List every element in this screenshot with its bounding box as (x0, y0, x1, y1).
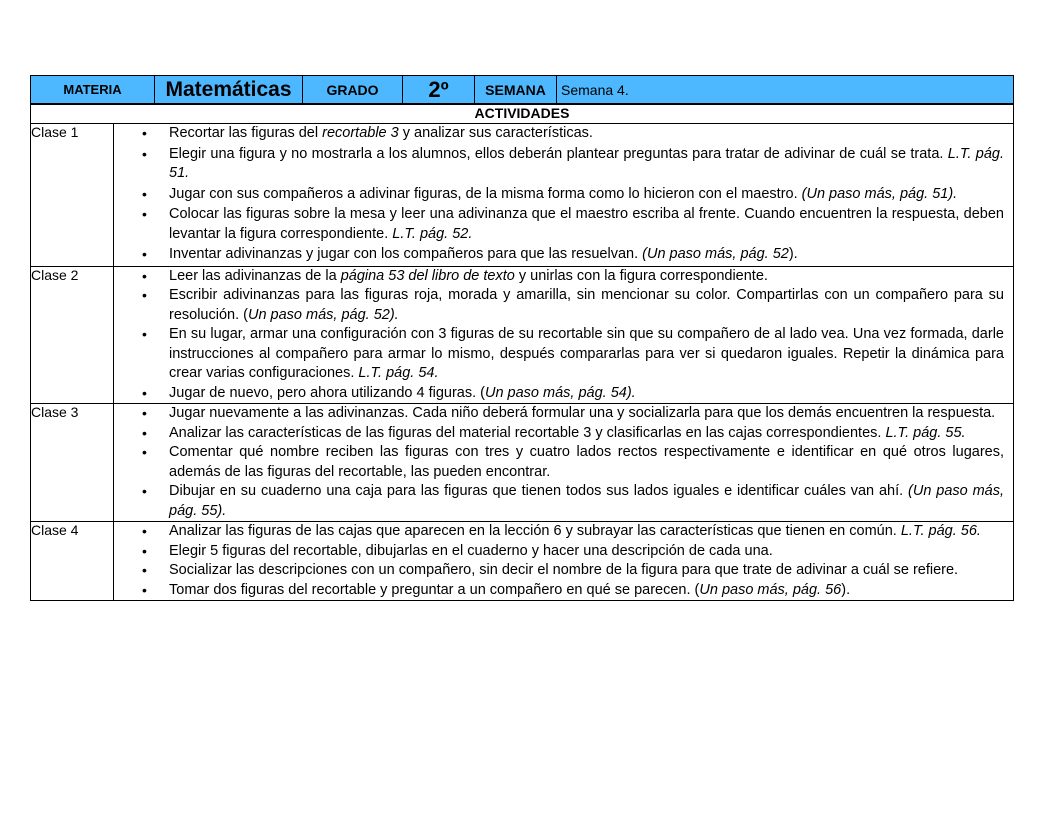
activity-reference: (Un paso más, pág. 51). (801, 185, 958, 202)
materia-value: Matemáticas (155, 76, 303, 104)
activity-list (114, 522, 1013, 600)
activity-item (114, 325, 1013, 384)
activity-text: Leer las adivinanzas de la (169, 267, 341, 284)
activity-list (114, 124, 1013, 265)
activity-reference: (Un paso más, pág. 55). (169, 483, 1004, 519)
activity-text-tail: ). (788, 246, 798, 262)
activity-list (114, 404, 1013, 521)
activity-list (114, 267, 1013, 404)
class-activities (114, 124, 1014, 267)
class-row (31, 404, 1014, 522)
activity-reference: L.T. pág. 54. (358, 365, 439, 381)
activity-item (114, 286, 1013, 325)
grado-label: GRADO (303, 76, 403, 104)
activity-text: Escribir adivinanzas para las figuras roja, morada y amarilla, sin mencionar su color. Compartirlas con un compañero para su resolución. ( (169, 287, 1004, 323)
activity-item (114, 267, 1013, 287)
activity-reference: página 53 del libro de texto (340, 267, 515, 284)
materia-label: MATERIA (31, 76, 155, 104)
activity-item (114, 124, 1013, 144)
grado-value: 2º (403, 76, 475, 104)
activity-text: Analizar las características de las figuras del material recortable 3 y clasificarlas en las cajas correspondientes. (169, 424, 886, 441)
activity-reference: recortable 3 (322, 125, 399, 141)
semana-label: SEMANA (475, 76, 557, 104)
class-label: Clase 2 (31, 266, 114, 404)
activity-reference: (Un paso más, pág. 52 (642, 246, 789, 262)
activity-text: Comentar qué nombre reciben las figuras con tres y cuatro lados rectos respectivamente e identificar en qué otros lugares, además de las figuras del recortable, las pueden encontrar. (169, 444, 1004, 480)
activity-reference: L.T. pág. 51. (169, 145, 1004, 181)
class-activities (114, 266, 1014, 404)
activity-text: Elegir una figura y no mostrarla a los alumnos, ellos deberán plantear preguntas para tratar de adivinar de cuál se trata. (169, 145, 948, 162)
activity-item (114, 443, 1013, 482)
lesson-plan-sheet (30, 75, 1013, 601)
activity-text: Analizar las figuras de las cajas que aparecen en la lección 6 y subrayar las características que tienen en común. (169, 523, 901, 539)
activity-item (114, 185, 1013, 205)
activity-reference: Un paso más, pág. 54). (484, 384, 636, 401)
semana-value: Semana 4. (557, 76, 1014, 104)
activities-table (30, 104, 1014, 601)
activity-item (114, 205, 1013, 244)
activity-item (114, 245, 1013, 265)
activity-item (114, 424, 1013, 444)
activity-reference: Un paso más, pág. 56 (699, 581, 842, 598)
activity-item (114, 482, 1013, 521)
class-activities (114, 404, 1014, 522)
header-table (30, 75, 1014, 104)
activity-text: Dibujar en su cuaderno una caja para las figuras que tienen todos sus lados iguales e identificar cuáles van ahí. (169, 483, 909, 499)
activity-text: Inventar adivinanzas y jugar con los compañeros para que las resuelvan. (169, 246, 643, 262)
activity-text: Socializar las descripciones con un compañero, sin decir el nombre de la figura para que trate de adivinar a cuál se refiere. (169, 562, 959, 578)
activity-reference: L.T. pág. 52. (392, 225, 473, 242)
activity-item (114, 561, 1013, 581)
class-row (31, 522, 1014, 601)
activity-text: Jugar con sus compañeros a adivinar figuras, de la misma forma como lo hicieron con el maestro. (169, 185, 802, 202)
class-activities (114, 522, 1014, 601)
class-row (31, 266, 1014, 404)
activity-text-tail: y unirlas con la figura correspondiente. (514, 267, 768, 284)
activity-text: Jugar de nuevo, pero ahora utilizando 4 figuras. ( (169, 384, 485, 401)
activity-item (114, 404, 1013, 424)
activity-text: Jugar nuevamente a las adivinanzas. Cada niño deberá formular una y socializarla para que los demás encuentren la respuesta. (169, 405, 996, 421)
activity-text: Recortar las figuras del (169, 125, 323, 141)
activity-item (114, 384, 1013, 404)
class-rows (31, 124, 1014, 601)
activity-reference: Un paso más, pág. 52). (247, 306, 399, 323)
class-label: Clase 3 (31, 404, 114, 522)
activity-item (114, 542, 1013, 562)
activity-item (114, 145, 1013, 184)
activity-item (114, 581, 1013, 601)
class-label: Clase 1 (31, 124, 114, 267)
activities-title: ACTIVIDADES (31, 105, 1014, 124)
activity-reference: L.T. pág. 56. (900, 523, 981, 539)
activity-text: Tomar dos figuras del recortable y preguntar a un compañero en qué se parecen. ( (169, 581, 700, 598)
activity-text-tail: y analizar sus características. (398, 125, 593, 141)
class-row (31, 124, 1014, 267)
activity-text: En su lugar, armar una configuración con 3 figuras de su recortable sin que su compañero de al lado vea. Una vez formada, darle instrucciones al compañero para armar lo mismo, después compararlas para ver si quedaron iguales. Repetir la dinámica para crear varias configuraciones. (169, 326, 1004, 381)
activity-text: Elegir 5 figuras del recortable, dibujarlas en el cuaderno y hacer una descripción de cada una. (169, 542, 773, 559)
activity-text: Colocar las figuras sobre la mesa y leer una adivinanza que el maestro escriba al frente. Cuando encuentren la respuesta, deben levantar la figura correspondiente. (169, 206, 1004, 242)
activity-reference: L.T. pág. 55. (885, 424, 966, 441)
activity-item (114, 522, 1013, 542)
activity-text-tail: ). (841, 581, 851, 598)
class-label: Clase 4 (31, 522, 114, 601)
